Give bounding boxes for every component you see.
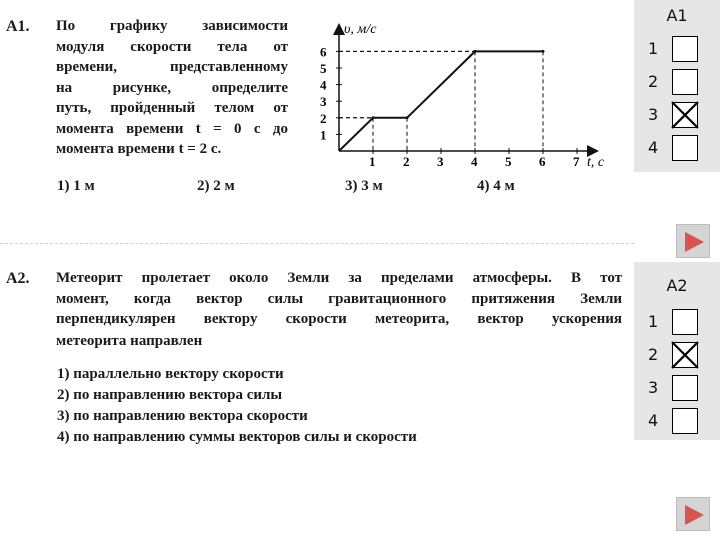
option-a1-4: 4) 4 м — [477, 178, 515, 194]
answer-option-a2-4[interactable] — [634, 406, 720, 436]
x-tick-label: 6 — [539, 154, 546, 169]
data-point — [474, 50, 477, 53]
answer-label: 2 — [648, 72, 659, 91]
answer-option-a1-4[interactable] — [634, 133, 720, 163]
data-point — [406, 116, 409, 119]
x-tick-label: 7 — [573, 154, 580, 169]
answer-panel-title-a1: A1 — [666, 6, 688, 25]
question-a1-line: По графику зависимости — [56, 18, 288, 34]
velocity-line-segment — [407, 51, 475, 117]
question-a2-line: перпендикулярен вектору скорости метеорита, вектор ускорения — [56, 311, 622, 327]
question-a1-line: момента времени t = 0 с до — [56, 120, 288, 137]
y-tick-label: 2 — [320, 110, 327, 126]
question-number-a2: A2. — [6, 270, 30, 287]
x-tick-label: 5 — [505, 154, 512, 169]
question-a2-line: Метеорит пролетает около Земли за пределами атмосферы. В тот — [56, 270, 622, 286]
answer-checkbox[interactable] — [672, 36, 698, 62]
question-number-a1: A1. — [6, 18, 30, 35]
play-arrow-icon — [683, 504, 705, 526]
x-tick-label: 3 — [437, 154, 444, 169]
y-tick-label: 3 — [320, 94, 327, 110]
y-axis-label: υ, м/с — [344, 22, 377, 37]
question-a1-line: времени, представленному — [56, 59, 288, 75]
answer-option-a2-3[interactable] — [634, 373, 720, 403]
option-a2-3: 3) по направлению вектора скорости — [57, 408, 308, 424]
option-a2-1: 1) параллельно вектору скорости — [57, 366, 284, 382]
answer-label: 1 — [648, 39, 659, 58]
y-tick-label: 6 — [320, 44, 327, 60]
x-tick-label: 2 — [403, 154, 410, 169]
data-point — [542, 50, 545, 53]
answer-option-a2-1[interactable] — [634, 307, 720, 337]
next-button-a1[interactable] — [676, 224, 710, 258]
play-arrow-icon — [683, 231, 705, 253]
y-tick-label: 1 — [320, 127, 327, 143]
option-a1-3: 3) 3 м — [345, 178, 383, 194]
next-button-a2[interactable] — [676, 497, 710, 531]
option-a1-1: 1) 1 м — [57, 178, 95, 194]
option-a1-2: 2) 2 м — [197, 178, 235, 194]
check-cross-icon — [669, 339, 701, 371]
answer-option-a1-1[interactable] — [634, 34, 720, 64]
data-point — [372, 116, 375, 119]
question-text-a1 — [56, 16, 288, 160]
question-a1-line: на рисунке, определите — [56, 79, 288, 96]
answer-option-a2-2[interactable] — [634, 340, 720, 370]
answer-checkbox[interactable] — [672, 69, 698, 95]
question-a1-line: модуля скорости тела от — [56, 38, 288, 55]
x-axis-label: t, с — [587, 155, 605, 170]
answer-label: 2 — [648, 345, 659, 364]
option-a2-2: 2) по направлению вектора силы — [57, 387, 283, 403]
section-divider — [0, 243, 634, 245]
answer-panel-a1 — [634, 0, 720, 172]
question-a2-line: момент, когда вектор силы гравитационного притяжения Земли — [56, 290, 622, 307]
question-a2-line: метеорита направлен — [56, 333, 203, 349]
question-a1-line: момента времени t = 2 с. — [56, 141, 222, 157]
velocity-time-graph — [300, 10, 620, 178]
velocity-line-segment — [339, 118, 373, 151]
x-tick-label: 4 — [471, 154, 478, 169]
answer-checkbox[interactable] — [672, 309, 698, 335]
option-a2-4: 4) по направлению суммы векторов силы и скорости — [57, 429, 417, 445]
answer-checkbox[interactable] — [672, 375, 698, 401]
answer-option-a1-3[interactable] — [634, 100, 720, 130]
answer-option-a1-2[interactable] — [634, 67, 720, 97]
answer-checkbox[interactable] — [672, 135, 698, 161]
answer-checkbox[interactable] — [672, 342, 698, 368]
answer-label: 4 — [648, 138, 659, 157]
answer-panel-a2 — [634, 262, 720, 440]
y-tick-label: 4 — [320, 77, 327, 93]
answer-label: 3 — [648, 378, 659, 397]
answer-panel-title-a2: A2 — [666, 276, 688, 295]
question-a1-line: путь, пройденный телом от — [56, 100, 288, 116]
answer-label: 4 — [648, 411, 659, 430]
answer-checkbox[interactable] — [672, 408, 698, 434]
check-cross-icon — [669, 99, 701, 131]
answer-label: 1 — [648, 312, 659, 331]
x-tick-label: 1 — [369, 154, 376, 169]
answer-checkbox[interactable] — [672, 102, 698, 128]
y-tick-label: 5 — [320, 61, 327, 76]
question-text-a2 — [56, 268, 622, 330]
answer-label: 3 — [648, 105, 659, 124]
